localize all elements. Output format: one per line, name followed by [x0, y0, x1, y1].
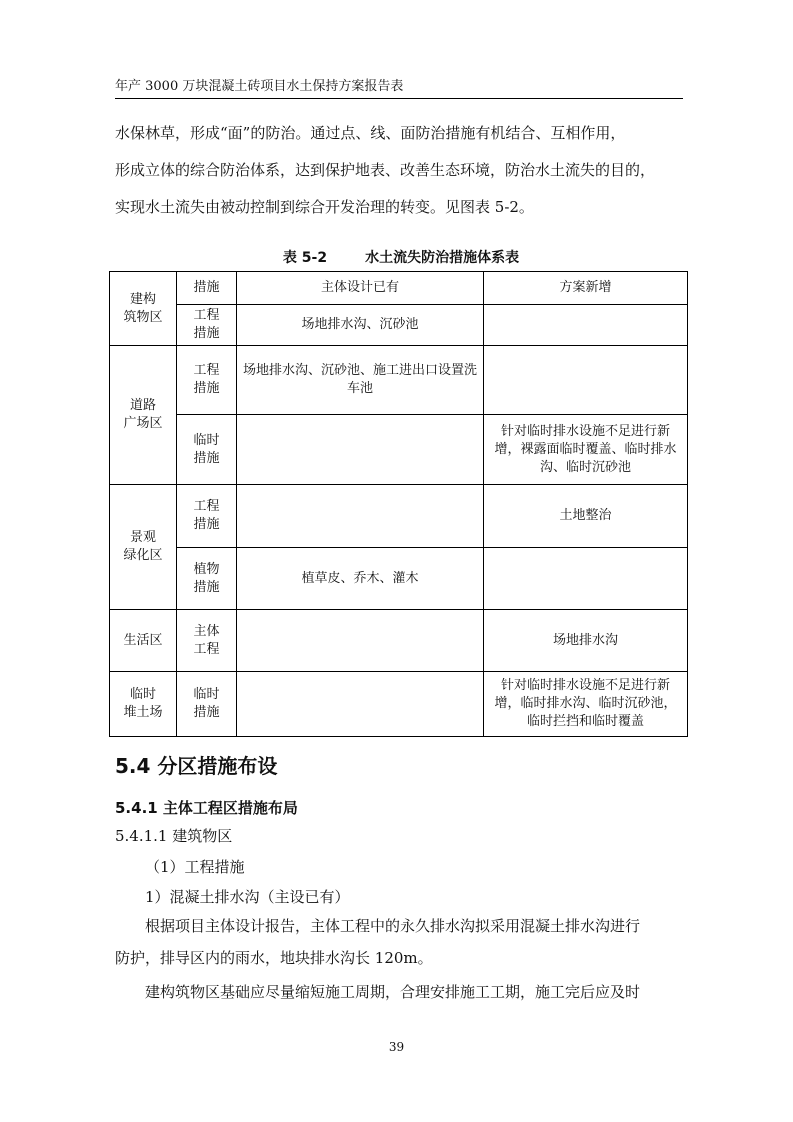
- table-row: [110, 305, 688, 346]
- measure-cell: 主体 工程: [177, 610, 237, 672]
- existing-cell: [237, 415, 484, 485]
- column-header: 措施: [177, 272, 237, 305]
- zone-cell: 道路 广场区: [110, 346, 177, 485]
- zone-cell: 景观 绿化区: [110, 485, 177, 610]
- column-header: 方案新增: [484, 272, 688, 305]
- new-cell: 土地整治: [484, 485, 688, 548]
- new-cell: [484, 548, 688, 610]
- new-cell: [484, 346, 688, 415]
- page-number: 39: [388, 1040, 405, 1054]
- text-line: 水保林草，形成“面”的防治。通过点、线、面防治措施有机结合、互相作用，: [115, 124, 626, 142]
- existing-cell: 场地排水沟、沉砂池、施工进出口设置洗车池: [237, 346, 484, 415]
- text-line: 实现水土流失由被动控制到综合开发治理的转变。见图表 5-2。: [115, 198, 534, 216]
- subsubsection-heading: 5.4.1.1 建筑物区: [115, 827, 233, 845]
- measures-table: [109, 271, 688, 737]
- table-row: [110, 672, 688, 737]
- body-paragraph: [115, 910, 695, 1010]
- list-item: 1）混凝土排水沟（主设已有）: [145, 888, 350, 906]
- table-row: [110, 346, 688, 415]
- measure-cell: 工程 措施: [177, 485, 237, 548]
- text-line: 形成立体的综合防治体系，达到保护地表、改善生态环境，防治水土流失的目的，: [115, 161, 656, 179]
- table-number: 表 5-2: [282, 250, 328, 266]
- existing-cell: [237, 610, 484, 672]
- measure-cell: 临时 措施: [177, 415, 237, 485]
- running-header: 年产 3000 万块混凝土砖项目水土保持方案报告表: [115, 78, 683, 99]
- zone-cell: 临时 堆土场: [110, 672, 177, 737]
- existing-cell: [237, 672, 484, 737]
- intro-paragraph: [115, 115, 695, 226]
- zone-cell: 生活区: [110, 610, 177, 672]
- new-cell: [484, 305, 688, 346]
- existing-cell: 植草皮、乔木、灌木: [237, 548, 484, 610]
- subsection-heading: 5.4.1 主体工程区措施布局: [115, 799, 298, 817]
- measure-cell: 工程 措施: [177, 305, 237, 346]
- section-heading: 5.4 分区措施布设: [115, 754, 278, 778]
- table-title: 水土流失防治措施体系表: [365, 250, 520, 266]
- new-cell: 场地排水沟: [484, 610, 688, 672]
- measure-cell: 植物 措施: [177, 548, 237, 610]
- measure-cell: 工程 措施: [177, 346, 237, 415]
- table-header-row: [110, 272, 688, 305]
- measure-cell: 临时 措施: [177, 672, 237, 737]
- existing-cell: 场地排水沟、沉砂池: [237, 305, 484, 346]
- list-item: （1）工程措施: [145, 858, 245, 876]
- table-caption: [115, 247, 687, 267]
- text-line: 防护，排导区内的雨水，地块排水沟长 120m。: [115, 949, 433, 967]
- text-line: 根据项目主体设计报告，主体工程中的永久排水沟拟采用混凝土排水沟进行: [145, 917, 641, 935]
- existing-cell: [237, 485, 484, 548]
- table-row: [110, 485, 688, 548]
- zone-cell: 建构 筑物区: [110, 272, 177, 346]
- table-row: [110, 415, 688, 485]
- table-row: [110, 610, 688, 672]
- table-row: [110, 548, 688, 610]
- column-header: 主体设计已有: [237, 272, 484, 305]
- text-line: 建构筑物区基础应尽量缩短施工周期，合理安排施工工期，施工完后应及时: [145, 983, 641, 1001]
- new-cell: 针对临时排水设施不足进行新增，裸露面临时覆盖、临时排水沟、临时沉砂池: [484, 415, 688, 485]
- new-cell: 针对临时排水设施不足进行新增，临时排水沟、临时沉砂池，临时拦挡和临时覆盖: [484, 672, 688, 737]
